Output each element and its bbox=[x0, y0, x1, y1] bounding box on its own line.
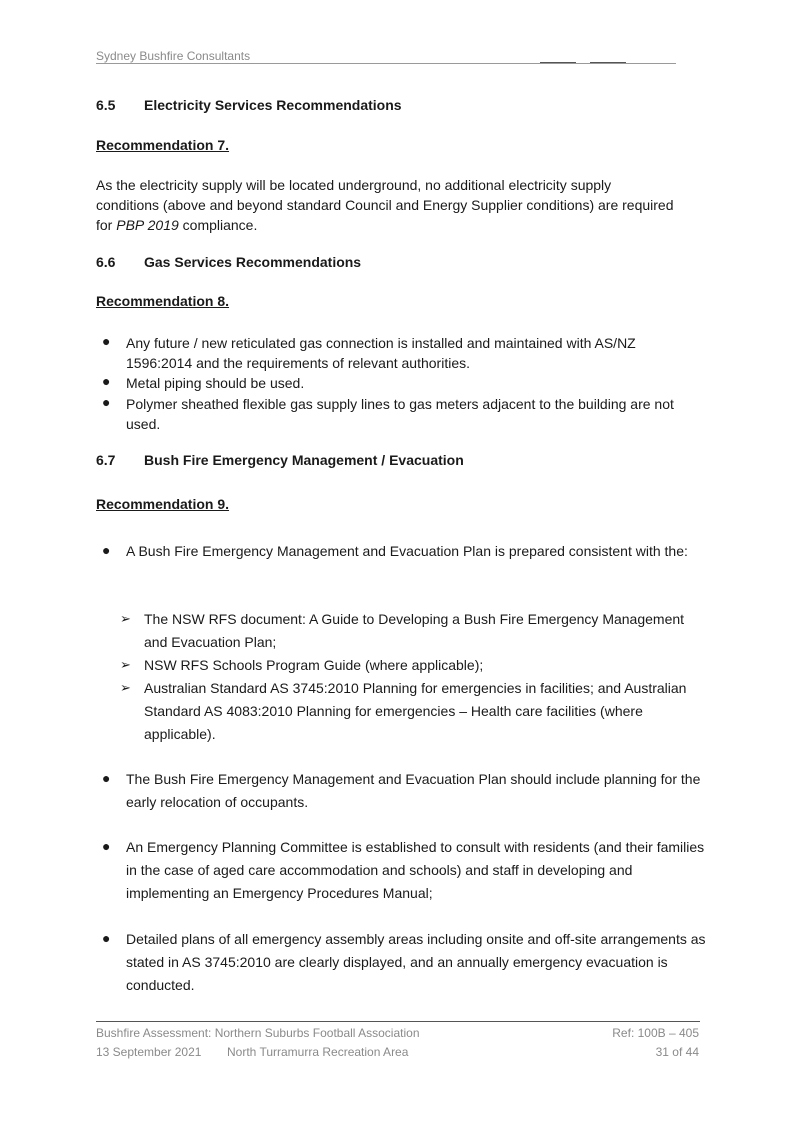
footer-page-number: 31 of 44 bbox=[655, 1045, 699, 1059]
bullet-dot-icon: ● bbox=[102, 542, 111, 558]
sub-list-item: The NSW RFS document: A Guide to Developing a Bush Fire Emergency Management and Evacuation Plan; bbox=[144, 611, 685, 650]
section-title: Bush Fire Emergency Management / Evacuation bbox=[144, 452, 464, 468]
bullet-dot-icon: ● bbox=[102, 770, 111, 786]
header-company: Sydney Bushfire Consultants bbox=[96, 49, 251, 63]
header-rule-dash bbox=[540, 62, 576, 63]
bullet-dot-icon: ● bbox=[102, 394, 111, 410]
list-item: Any future / new reticulated gas connection is installed and maintained with AS/NZ 1596:2014 and the requirements of relevant authorities. bbox=[126, 335, 636, 371]
section-heading-6-5 bbox=[96, 97, 402, 113]
footer-date: 13 September 2021 bbox=[96, 1045, 202, 1059]
recommendation-7-text: As the electricity supply will be located underground, no additional electricity supply conditions (above and beyond standard Council and Energy Supplier conditions) are required for PBP 2019 compliance. bbox=[96, 177, 674, 233]
sub-list-item: NSW RFS Schools Program Guide (where applicable); bbox=[144, 657, 484, 673]
recommendation-8-heading: Recommendation 8. bbox=[96, 293, 230, 309]
footer-rule bbox=[96, 1021, 700, 1022]
recommendation-9-heading: Recommendation 9. bbox=[96, 496, 230, 512]
publication-name: PBP 2019 bbox=[116, 217, 179, 233]
section-number: 6.7 bbox=[96, 452, 116, 468]
section-heading-6-6 bbox=[96, 254, 361, 270]
header-rule bbox=[96, 63, 676, 64]
bullet-dot-icon: ● bbox=[102, 838, 111, 854]
arrow-bullet-icon: ➢ bbox=[120, 657, 131, 672]
header-rule-dash bbox=[590, 62, 626, 63]
footer-reference: Ref: 100B – 405 bbox=[612, 1026, 699, 1040]
sub-list-item: Australian Standard AS 3745:2010 Planning for emergencies in facilities; and Australian Standard AS 4083:2010 Planning for emergencies – Health care facilities (where applicable). bbox=[144, 680, 687, 742]
footer-location: North Turramurra Recreation Area bbox=[227, 1045, 409, 1059]
bullet-dot-icon: ● bbox=[102, 930, 111, 946]
arrow-bullet-icon: ➢ bbox=[120, 680, 131, 695]
footer-document-title: Bushfire Assessment: Northern Suburbs Football Association bbox=[96, 1026, 420, 1040]
list-item: Detailed plans of all emergency assembly areas including onsite and off-site arrangements as stated in AS 3745:2010 are clearly displayed, and an annually emergency evacuation is conducted. bbox=[126, 931, 706, 993]
section-number: 6.5 bbox=[96, 97, 116, 113]
arrow-bullet-icon: ➢ bbox=[120, 611, 131, 626]
bullet-dot-icon: ● bbox=[102, 333, 111, 349]
bullet-dot-icon: ● bbox=[102, 373, 111, 389]
recommendation-7-heading: Recommendation 7. bbox=[96, 137, 230, 153]
list-item: Polymer sheathed flexible gas supply lines to gas meters adjacent to the building are not used. bbox=[126, 396, 674, 432]
section-number: 6.6 bbox=[96, 254, 116, 270]
list-item: A Bush Fire Emergency Management and Evacuation Plan is prepared consistent with the: bbox=[126, 543, 688, 559]
section-heading-6-7 bbox=[96, 452, 464, 468]
list-item: An Emergency Planning Committee is established to consult with residents (and their families in the case of aged care accommodation and schools) and staff in developing and implementing an Emergency Procedures Manual; bbox=[126, 839, 705, 901]
list-item: Metal piping should be used. bbox=[126, 375, 305, 391]
list-item: The Bush Fire Emergency Management and Evacuation Plan should include planning for the early relocation of occupants. bbox=[126, 771, 701, 810]
section-title: Electricity Services Recommendations bbox=[144, 97, 402, 113]
section-title: Gas Services Recommendations bbox=[144, 254, 362, 270]
